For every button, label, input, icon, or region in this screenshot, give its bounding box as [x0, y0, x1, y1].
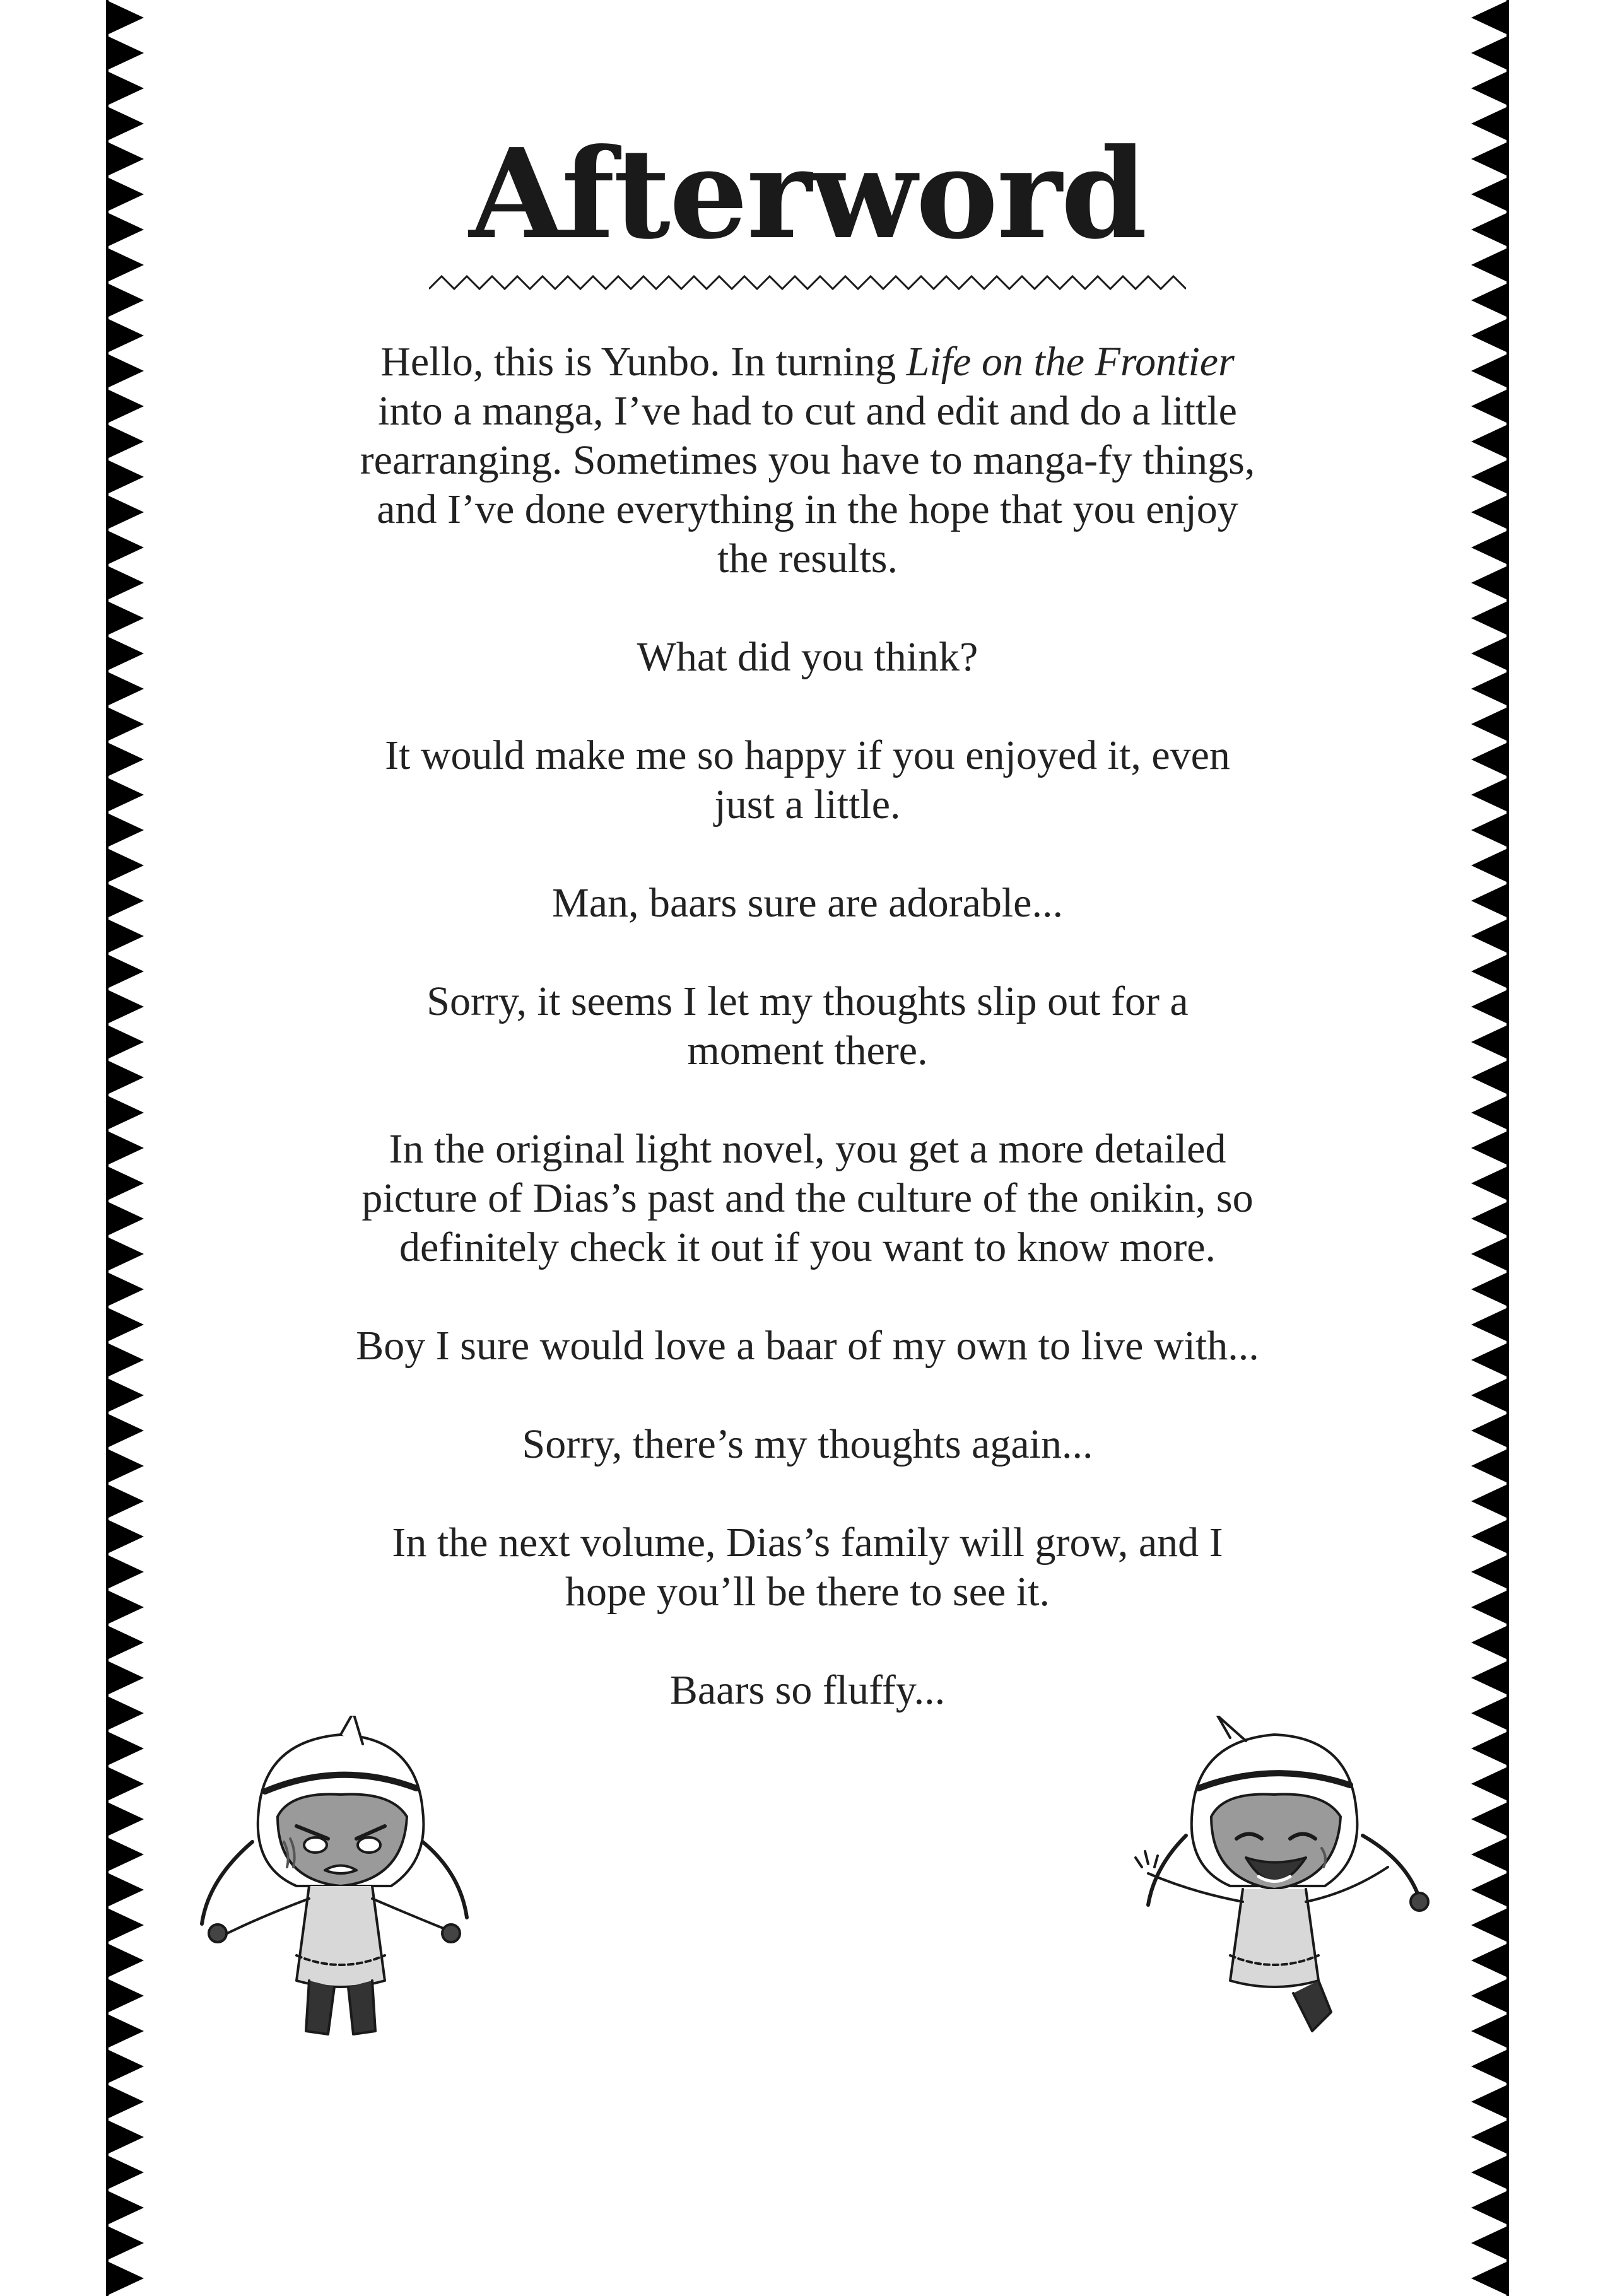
page-title: Afterword: [469, 122, 1146, 267]
title-zigzag-divider: [429, 271, 1186, 294]
paragraph-1: Hello, this is Yunbo. In turning Life on the Frontier into a manga, I’ve had to cut and edit and do a little rearranging. Sometimes you have to manga-fy things, and I’ve done everything in the hope that you enjoy the results.: [360, 339, 1255, 582]
afterword-body: [353, 337, 1262, 1764]
chibi-character-angry-illustration: [183, 1716, 536, 2069]
paragraph-5: Sorry, it seems I let my thoughts slip out for a moment there.: [426, 978, 1189, 1074]
chibi-character-laughing-illustration: [1123, 1716, 1451, 2069]
paragraph-3: It would make me so happy if you enjoyed it, even just a little.: [385, 732, 1230, 828]
right-sawtooth-border: [1471, 0, 1509, 2296]
paragraph-6: In the original light novel, you get a more detailed picture of Dias’s past and the culture of the onikin, so definitely check it out if you want to know more.: [361, 1126, 1254, 1270]
paragraph-2: What did you think?: [637, 634, 978, 680]
paragraph-4: Man, baars sure are adorable...: [552, 880, 1063, 926]
book-title-italic: Life on the Frontier: [906, 339, 1235, 385]
paragraph-7: Boy I sure would love a baar of my own to live with...: [356, 1323, 1259, 1369]
paragraph-9: In the next volume, Dias’s family will grow, and I hope you’ll be there to see it.: [392, 1520, 1223, 1615]
left-sawtooth-border: [106, 0, 144, 2296]
paragraph-8: Sorry, there’s my thoughts again...: [522, 1421, 1093, 1467]
paragraph-10: Baars so fluffy...: [669, 1667, 946, 1713]
